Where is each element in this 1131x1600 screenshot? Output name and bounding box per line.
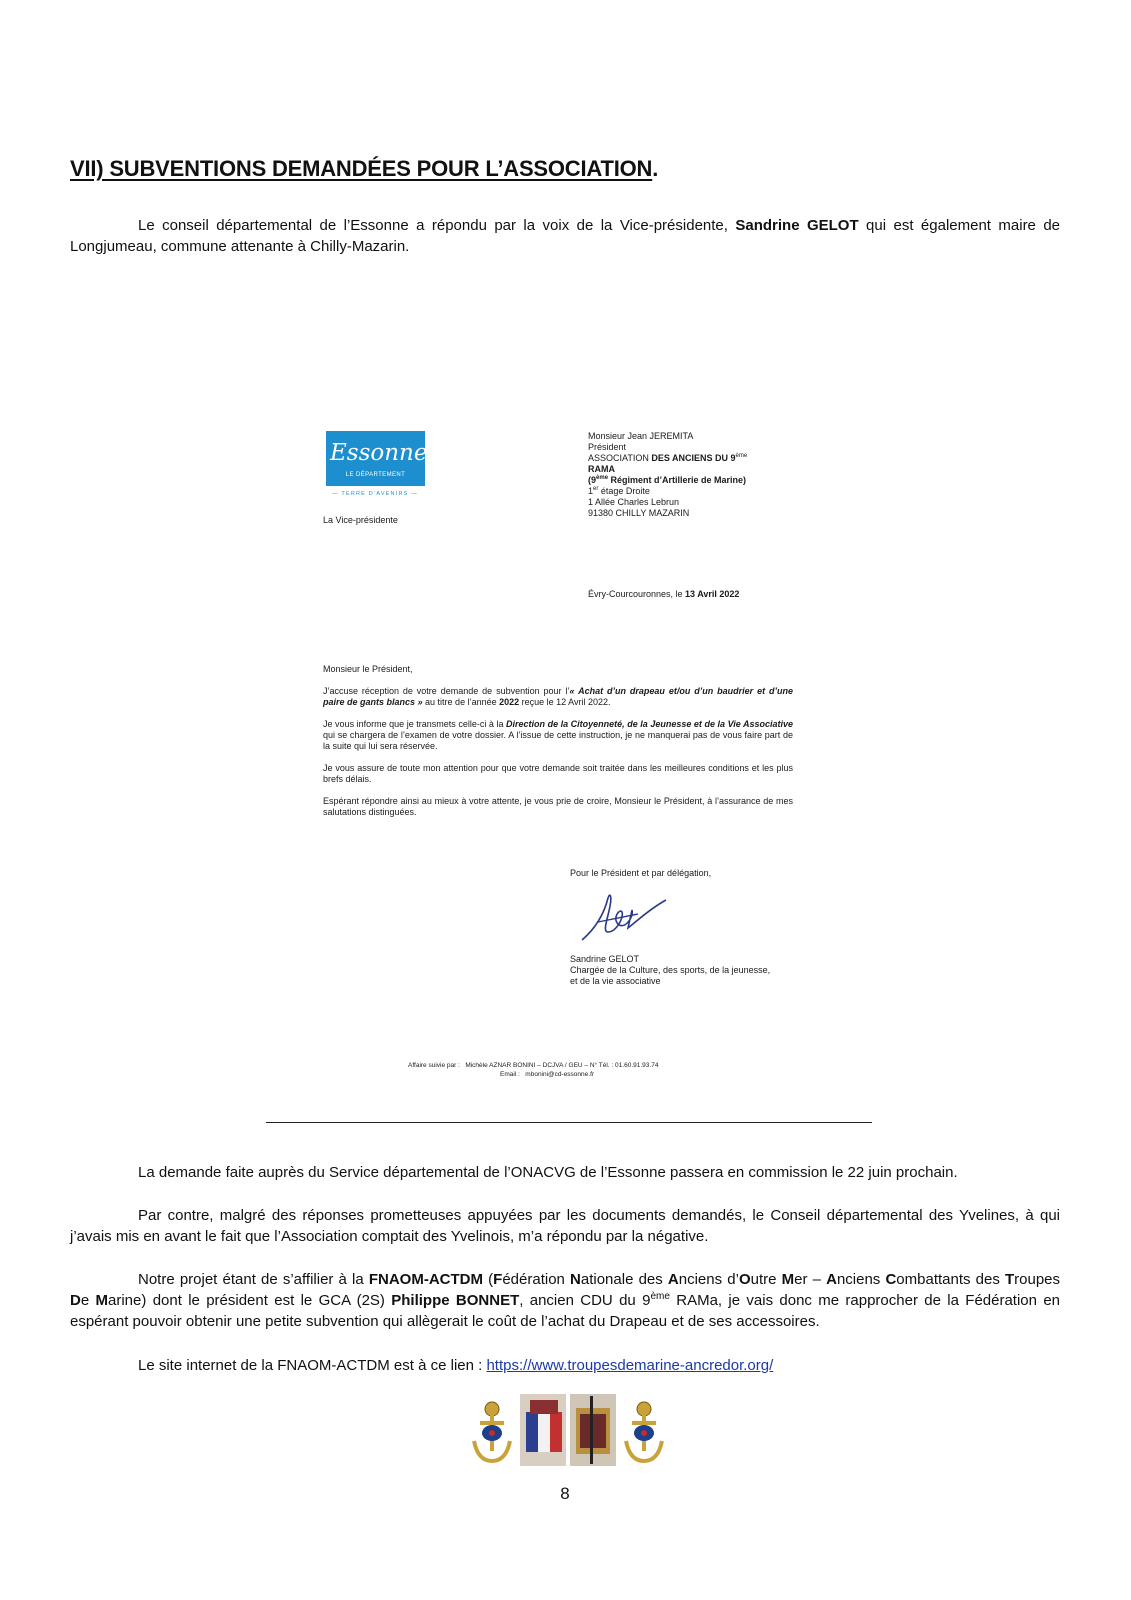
website-paragraph: Le site internet de la FNAOM-ACTDM est à ce lien : https://www.troupesdemarine-ancredor.org/ bbox=[138, 1357, 774, 1374]
letter-paragraph: Je vous assure de toute mon attention pour que votre demande soit traitée dans les meilleures conditions et les plus brefs délais. bbox=[323, 763, 793, 784]
letter-body bbox=[323, 664, 793, 818]
essonne-logo-word: Essonne bbox=[330, 440, 428, 466]
intro-paragraph: Le conseil départemental de l’Essonne a répondu par la voix de la Vice-présidente, Sandrine GELOT qui est également maire de Longjumeau, commune attenante à Chilly-Mazarin. bbox=[70, 217, 1061, 255]
essonne-logo-tagline: — TERRE D’AVENIRS — bbox=[332, 491, 418, 497]
yvelines-paragraph: Par contre, malgré des réponses prometteuses appuyées par les documents demandés, le Conseil départemental des Yvelines, à qui j’avais mis en avant le fait que l’Association comptait des Yvelinois, m’a répondu par la négative. bbox=[70, 1207, 1060, 1245]
separator-line bbox=[266, 1122, 872, 1123]
onacvg-paragraph: La demande faite auprès du Service départemental de l’ONACVG de l’Essonne passera en commission le 22 juin prochain. bbox=[138, 1164, 958, 1181]
section-heading: VII) SUBVENTIONS DEMANDÉES POUR L’ASSOCIATION. bbox=[70, 156, 659, 181]
signer-block: Sandrine GELOT Chargée de la Culture, des sports, de la jeunesse, et de la vie associative bbox=[570, 954, 771, 986]
fnaom-website-link[interactable]: https://www.troupesdemarine-ancredor.org/ bbox=[486, 1357, 774, 1374]
letter-salutation: Monsieur le Président, bbox=[323, 664, 413, 674]
letter-date: Évry-Courcouronnes, le 13 Avril 2022 bbox=[588, 589, 740, 599]
signature-icon bbox=[578, 888, 670, 948]
recipient-address: Monsieur Jean JEREMITA Président ASSOCIATION DES ANCIENS DU 9ème RAMA (9ème Régiment d’Artillerie de Marine) 1er étage Droite 1 Allée Charles Lebrun 91380 CHILLY MAZARIN bbox=[588, 431, 748, 518]
delegation-line: Pour le Président et par délégation, bbox=[570, 868, 712, 878]
sender-role: La Vice-présidente bbox=[323, 515, 398, 525]
page-number: 8 bbox=[560, 1484, 570, 1503]
letter-paragraph: J’accuse réception de votre demande de subvention pour l’« Achat d’un drapeau et/ou d’un baudrier et d’une paire de gants blancs » au titre de l’année 2022 reçue le 12 Avril 2022. bbox=[323, 686, 793, 707]
essonne-logo-dept: LE DÉPARTEMENT bbox=[345, 472, 406, 478]
signer-name: Sandrine GELOT bbox=[570, 954, 640, 964]
letter-paragraph: Je vous informe que je transmets celle-ci à la Direction de la Citoyenneté, de la Jeunesse et de la Vie Associative qui se chargera de l’examen de votre dossier. A l’issue de cette instruction, je ne manquerai pas de vous faire part de la suite qui lui sera réservée. bbox=[323, 719, 793, 751]
flag-photo-icon bbox=[520, 1394, 616, 1466]
letter-paragraph: Espérant répondre ainsi au mieux à votre attente, je vous prie de croire, Monsieur le Président, à l’assurance de mes salutations distinguées. bbox=[323, 796, 793, 817]
anchor-badge-icon bbox=[620, 1397, 668, 1469]
anchor-badge-icon bbox=[468, 1397, 516, 1469]
letter-footer: Affaire suivie par : Michèle AZNAR BONINI – DCJVA / GEU – N° Tél. : 01.60.91.93.74 Email : mbonini@cd-essonne.fr bbox=[408, 1062, 659, 1078]
fnaom-paragraph: Notre projet étant de s’affilier à la FNAOM-ACTDM (Fédération Nationale des Anciens d’Outre Mer – Anciens Combattants des Troupes De Marine) dont le président est le GCA (2S) Philippe BONNET, ancien CDU du 9ème RAMa, je vais donc me rapprocher de la Fédération en espérant pouvoir obtenir une petite subvention qui allègerait le coût de l’achat du Drapeau et de ses accessoires. bbox=[70, 1271, 1061, 1330]
